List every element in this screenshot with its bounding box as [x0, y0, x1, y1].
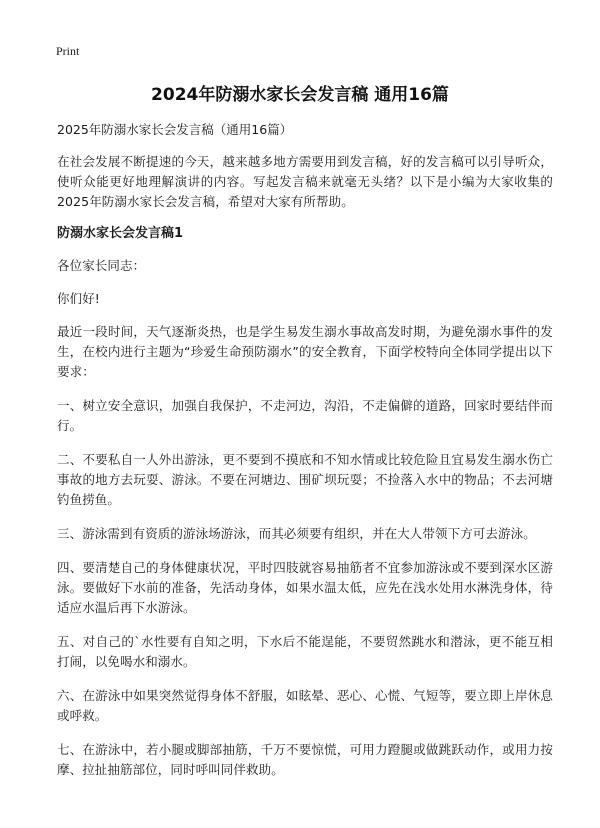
- rule-item-7: 七、在游泳中，若小腿或脚部抽筋，千万不要惊慌，可用力蹬腿或做跳跃动作，或用力按摩、拉扯抽筋部位，同时呼叫同伴救助。: [57, 742, 553, 777]
- greeting: 你们好!: [57, 291, 100, 306]
- page-title: 2024年防溺水家长会发言稿 通用16篇: [151, 85, 449, 105]
- body-paragraph: 最近一段时间，天气逐渐炎热，也是学生易发生溺水事故高发时期，为避免溺水事件的发生，在校内进行主题为“珍爱生命预防溺水”的安全教育，下面学校特向全体同学提出以下要求：: [57, 324, 553, 379]
- rule-item-3: 三、游泳需到有资质的游泳场游泳，而其必须要有组织，并在大人带领下方可去游泳。: [57, 526, 536, 541]
- section-heading: 防溺水家长会发言稿1: [57, 226, 184, 241]
- print-link[interactable]: Print: [56, 44, 80, 58]
- rule-item-1: 一、树立安全意识，加强自我保护，不走河边，沟沿，不走偏僻的道路，回家时要结伴而行。: [57, 398, 553, 433]
- rule-item-4: 四、要清楚自己的身体健康状况，平时四肢就容易抽筋者不宜参加游泳或不要到深水区游泳。要做好下水前的准备，先活动身体，如果水温太低，应先在浅水处用水淋洗身体，待适应水温后再下水游泳。: [57, 560, 553, 615]
- intro-paragraph: 在社会发展不断提速的今天，越来越多地方需要用到发言稿，好的发言稿可以引导听众，使听众能更好地理解演讲的内容。写起发言稿来就毫无头绪？以下是小编为大家收集的2025年防溺水家长会发言稿，希望对大家有所帮助。: [57, 154, 553, 209]
- rule-item-2: 二、不要私自一人外出游泳，更不要到不摸底和不知水情或比较危险且宜易发生溺水伤亡事故的地方去玩耍、游泳。不要在河塘边、围矿坝玩耍；不捡落入水中的物品；不去河塘钓鱼捞鱼。: [57, 452, 553, 507]
- rule-item-6: 六、在游泳中如果突然觉得身体不舒服，如眩晕、恶心、心慌、气短等，要立即上岸休息或呼救。: [57, 688, 553, 723]
- rule-item-5: 五、对自己的`水性要有自知之明，下水后不能逞能，不要贸然跳水和潜泳，更不能互相打闹，以免喝水和溺水。: [57, 634, 553, 669]
- article-subtitle: 2025年防溺水家长会发言稿（通用16篇）: [57, 122, 293, 137]
- salutation: 各位家长同志：: [57, 258, 146, 273]
- article-body: [57, 120, 553, 794]
